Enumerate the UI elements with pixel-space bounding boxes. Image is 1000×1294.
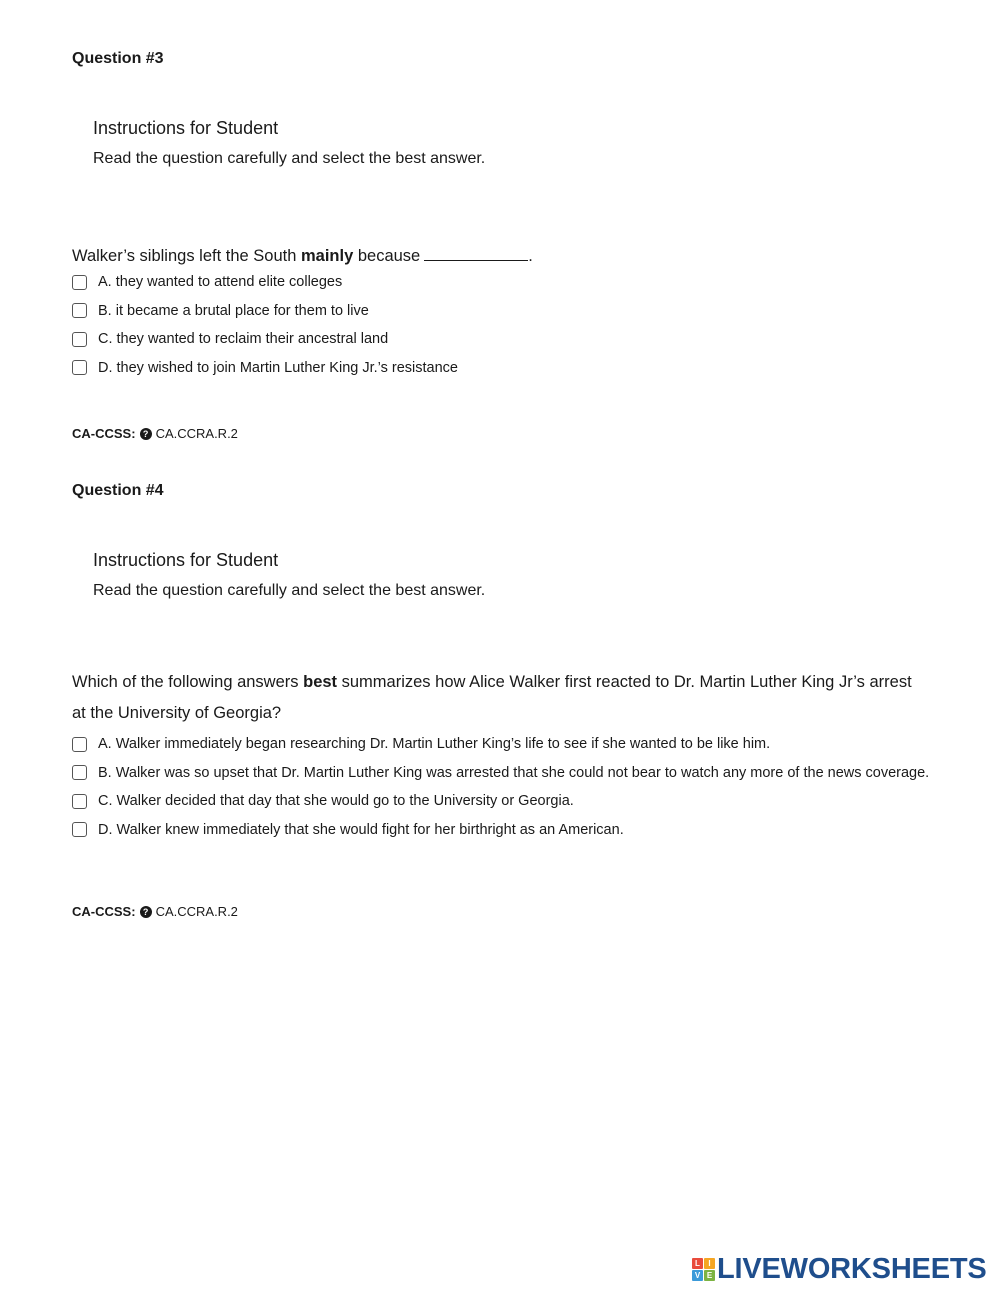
question-4 (72, 481, 932, 919)
logo-letter: E (704, 1270, 715, 1281)
stem-text-after: summarizes how Alice Walker first reacted to Dr. Martin Luther King Jr’s arrest at the University of Georgia? (72, 673, 912, 722)
fill-in-blank (424, 259, 528, 261)
checkbox-icon[interactable] (72, 332, 87, 347)
help-icon[interactable]: ? (140, 906, 152, 918)
option-c[interactable] (72, 792, 932, 811)
logo-letter: V (692, 1270, 703, 1281)
standard-label: CA-CCSS: (72, 426, 136, 441)
logo-letter: I (704, 1258, 715, 1269)
instructions-text: Read the question carefully and select the best answer. (93, 150, 486, 167)
option-b[interactable] (72, 302, 932, 321)
option-label: A. Walker immediately began researching Dr. Martin Luther King’s life to see if she wanted to be like him. (98, 736, 771, 752)
option-a[interactable] (72, 273, 932, 292)
stem-text: Walker’s siblings left the South (72, 247, 301, 265)
stem-emphasis: mainly (300, 247, 354, 265)
option-a[interactable] (72, 735, 932, 754)
standard-tag (72, 426, 238, 442)
option-label: B. it became a brutal place for them to live (98, 302, 369, 319)
stem-text: Which of the following answers (72, 673, 304, 691)
instructions-heading: Instructions for Student (93, 118, 279, 138)
option-b[interactable] (72, 764, 932, 783)
checkbox-icon[interactable] (72, 303, 87, 318)
option-label: B. Walker was so upset that Dr. Martin Luther King was arrested that she could not bear to watch any more of the news coverage. (98, 764, 930, 781)
standard-tag (72, 904, 238, 920)
option-label: C. Walker decided that day that she would go to the University or Georgia. (98, 793, 574, 809)
option-label: A. they wanted to attend elite colleges (98, 274, 343, 290)
answer-options (72, 273, 932, 387)
option-c[interactable] (72, 330, 932, 349)
option-label: C. they wanted to reclaim their ancestral land (98, 331, 389, 347)
option-label: D. Walker knew immediately that she would fight for her birthright as an American. (98, 821, 624, 838)
standard-code: CA.CCRA.R.2 (155, 426, 238, 441)
option-label: D. they wished to join Martin Luther King Jr.’s resistance (98, 359, 458, 376)
checkbox-icon[interactable] (72, 737, 87, 752)
checkbox-icon[interactable] (72, 794, 87, 809)
logo-letter: L (692, 1258, 703, 1269)
instructions-text: Read the question carefully and select the best answer. (93, 582, 486, 599)
question-title: Question #4 (72, 482, 164, 499)
liveworksheets-logo (692, 1253, 987, 1285)
checkbox-icon[interactable] (72, 765, 87, 780)
question-stem (72, 667, 922, 729)
option-d[interactable] (72, 821, 932, 840)
question-3 (72, 49, 932, 441)
checkbox-icon[interactable] (72, 822, 87, 837)
standard-code: CA.CCRA.R.2 (155, 904, 238, 919)
stem-text-after: because (353, 247, 421, 265)
standard-label: CA-CCSS: (72, 904, 136, 919)
checkbox-icon[interactable] (72, 360, 87, 375)
stem-emphasis: best (303, 673, 338, 691)
checkbox-icon[interactable] (72, 275, 87, 290)
logo-mark-icon (692, 1258, 715, 1281)
instructions-heading: Instructions for Student (93, 550, 279, 570)
question-title: Question #3 (72, 50, 164, 67)
question-stem (72, 241, 922, 272)
help-icon[interactable]: ? (140, 428, 152, 440)
logo-text: LIVEWORKSHEETS (717, 1253, 987, 1285)
answer-options (72, 735, 932, 849)
stem-end: . (528, 247, 533, 265)
option-d[interactable] (72, 359, 932, 378)
